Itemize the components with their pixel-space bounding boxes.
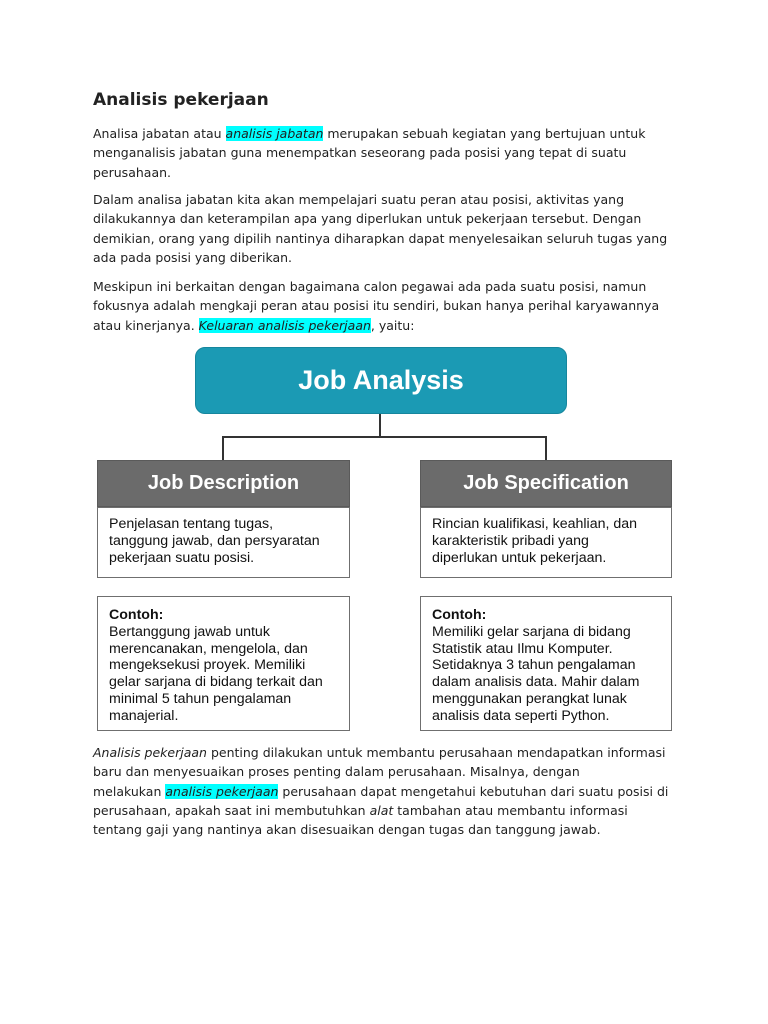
description-line: karakteristik pribadi yang [432,532,589,549]
job-description-example-box [97,596,350,731]
text-run: melakukan [93,783,166,799]
connector-vertical-left [222,436,224,460]
text-run: , yaitu: [370,317,415,333]
job-analysis-root-box: Job Analysis [195,347,567,414]
description-line: pekerjaan suatu posisi. [109,549,255,566]
connector-horizontal [222,436,547,438]
example-line: manajerial. [109,707,179,724]
example-line: minimal 5 tahun pengalaman [109,690,292,707]
text-line: menganalisis jabatan guna menempatkan seseorang pada posisi yang tepat di suatu [93,145,627,161]
highlighted-term: Keluaran analisis pekerjaan [198,317,371,333]
example-line: dalam analisis data. Mahir dalam [432,674,640,691]
example-line: Bertanggung jawab untuk [109,623,270,640]
example-line: mengeksekusi proyek. Memiliki [109,657,306,674]
conclusion-paragraph [93,743,693,839]
example-title: Contoh: [109,607,164,623]
text-run: merupakan sebuah kegiatan yang bertujuan untuk [323,126,646,141]
page-title: Analisis pekerjaan [93,90,269,110]
description-line: tanggung jawab, dan persyaratan [109,532,320,549]
description-line: diperlukan untuk pekerjaan. [432,549,607,566]
text-line: tentang gaji yang nantinya akan disesuaikan dengan tugas dan tanggung jawab. [93,822,601,838]
italic-term: alat [369,802,394,818]
example-line: Setidaknya 3 tahun pengalaman [432,657,636,674]
job-description-box [97,507,350,578]
job-description-header: Job Description [97,460,350,507]
text-run: penting dilakukan untuk membantu perusahaan mendapatkan informasi [206,745,666,760]
example-line: Memiliki gelar sarjana di bidang [432,623,631,640]
italic-term: Analisis pekerjaan [93,745,207,760]
text-line [93,801,693,820]
highlighted-term: analisis jabatan [225,126,324,141]
text-line [93,124,693,143]
text-run: perusahaan, apakah saat ini membutuhkan [93,802,370,818]
text-run: tambahan atau membantu informasi [393,802,628,818]
example-line: menggunakan perangkat lunak [432,690,627,707]
text-line [93,316,693,335]
focus-paragraph [93,277,693,335]
text-run: perusahaan dapat mengetahui kebutuhan dari suatu posisi di [278,783,669,799]
text-run: atau kinerjanya. [93,317,199,333]
text-run: Analisa jabatan atau [93,126,226,141]
text-line: perusahaan. [93,164,171,180]
highlighted-term: analisis pekerjaan [165,783,279,799]
text-line: Meskipun ini berkaitan dengan bagaimana calon pegawai ada pada suatu posisi, namun [93,279,647,294]
description-line: Penjelasan tentang tugas, [109,516,274,532]
example-line: gelar sarjana di bidang terkait dan [109,674,323,691]
job-specification-example-box [420,596,672,731]
text-line: demikian, orang yang dipilih nantinya diharapkan dapat menyelesaikan seluruh tugas yang [93,230,668,246]
job-specification-header: Job Specification [420,460,672,507]
text-line: ada pada posisi yang diberikan. [93,249,293,265]
description-line: Rincian kualifikasi, keahlian, dan [432,516,638,532]
text-line [93,743,693,762]
example-title: Contoh: [432,607,487,623]
text-line: baru dan menyesuaikan proses penting dalam perusahaan. Misalnya, dengan [93,764,580,780]
text-line [93,782,693,801]
example-line: Statistik atau Ilmu Komputer. [432,640,613,657]
connector-vertical-right [545,436,547,460]
connector-vertical-root [379,414,381,437]
example-line: merencanakan, mengelola, dan [109,640,308,657]
text-line: fokusnya adalah mengkaji peran atau posisi itu sendiri, bukan hanya perihal karyawannya [93,298,660,314]
example-line: analisis data seperti Python. [432,707,610,724]
text-line: dilakukannya dan keterampilan apa yang diperlukan untuk pekerjaan tersebut. Dengan [93,211,642,227]
intro-paragraph [93,124,693,182]
text-line: Dalam analisa jabatan kita akan mempelajari suatu peran atau posisi, aktivitas yang [93,192,625,207]
job-specification-box [420,507,672,578]
analysis-paragraph [93,190,693,267]
